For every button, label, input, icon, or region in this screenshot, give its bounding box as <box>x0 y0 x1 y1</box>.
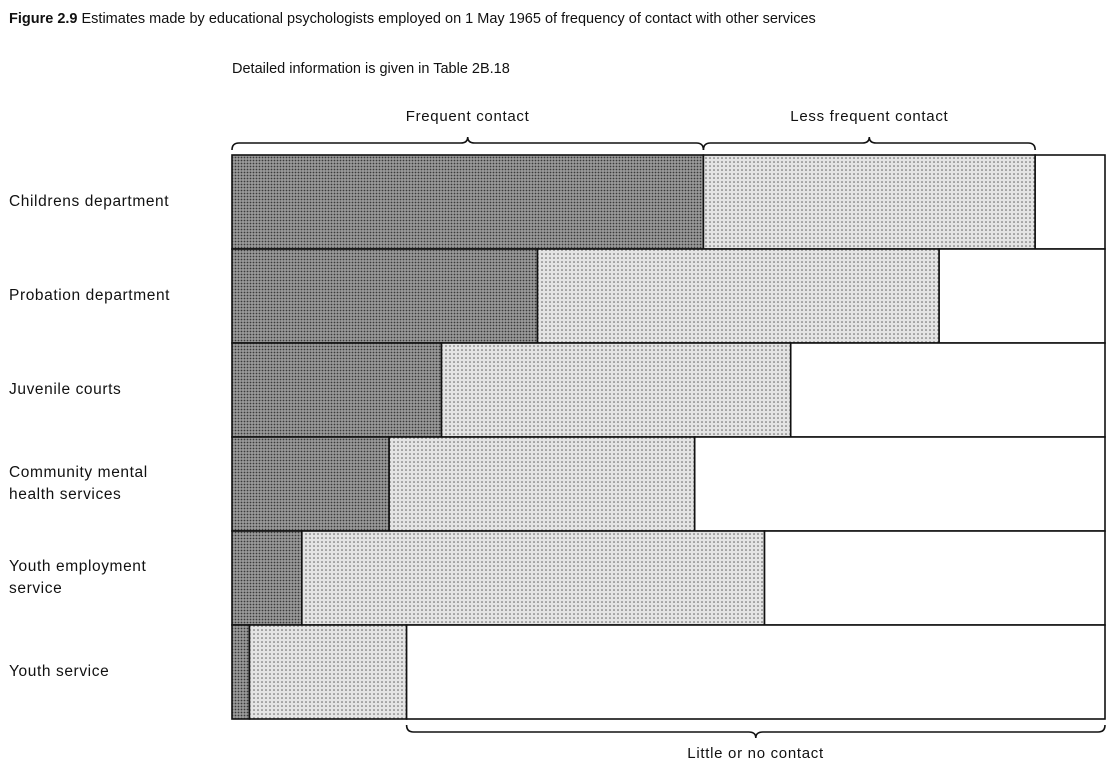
frequent-contact-brace <box>232 137 703 150</box>
little-or-no-contact-label: Little or no contact <box>687 745 824 762</box>
bar-segment-very-frequent-5 <box>232 625 249 719</box>
bar-segment-very-frequent-4 <box>232 531 302 625</box>
category-label: Childrens department <box>9 193 170 210</box>
category-label: Youth employment service <box>9 558 147 597</box>
bar-segment-frequent-0 <box>703 155 1035 249</box>
bar-segment-little-or-no-3 <box>695 437 1105 531</box>
bar-segment-frequent-3 <box>389 437 695 531</box>
bar-segment-little-or-no-2 <box>791 343 1105 437</box>
bar-segment-little-or-no-5 <box>407 625 1105 719</box>
bar-segment-little-or-no-0 <box>1035 155 1105 249</box>
less-frequent-contact-brace <box>703 137 1035 150</box>
category-label: Probation department <box>9 287 171 304</box>
bar-segment-very-frequent-1 <box>232 249 538 343</box>
figure-number: Figure 2.9 <box>9 11 78 27</box>
category-label: Youth service <box>9 663 110 680</box>
little-or-no-contact-brace <box>407 725 1105 738</box>
bar-segment-frequent-1 <box>538 249 940 343</box>
frequent-contact-label: Frequent contact <box>405 108 530 125</box>
bar-segment-very-frequent-2 <box>232 343 442 437</box>
category-label: Community mental health services <box>9 464 148 503</box>
bar-segment-very-frequent-0 <box>232 155 703 249</box>
less-frequent-contact-label: Less frequent contact <box>790 108 949 125</box>
bar-segment-little-or-no-4 <box>765 531 1105 625</box>
figure-title: Estimates made by educational psychologists employed on 1 May 1965 of frequency of contact with other services <box>81 11 816 27</box>
table-reference-note: Detailed information is given in Table 2B.18 <box>232 61 510 77</box>
bar-segment-very-frequent-3 <box>232 437 389 531</box>
bar-segment-frequent-5 <box>249 625 406 719</box>
bar-segment-frequent-4 <box>302 531 765 625</box>
bar-segment-frequent-2 <box>442 343 791 437</box>
category-label: Juvenile courts <box>9 381 122 398</box>
bar-segment-little-or-no-1 <box>939 249 1105 343</box>
